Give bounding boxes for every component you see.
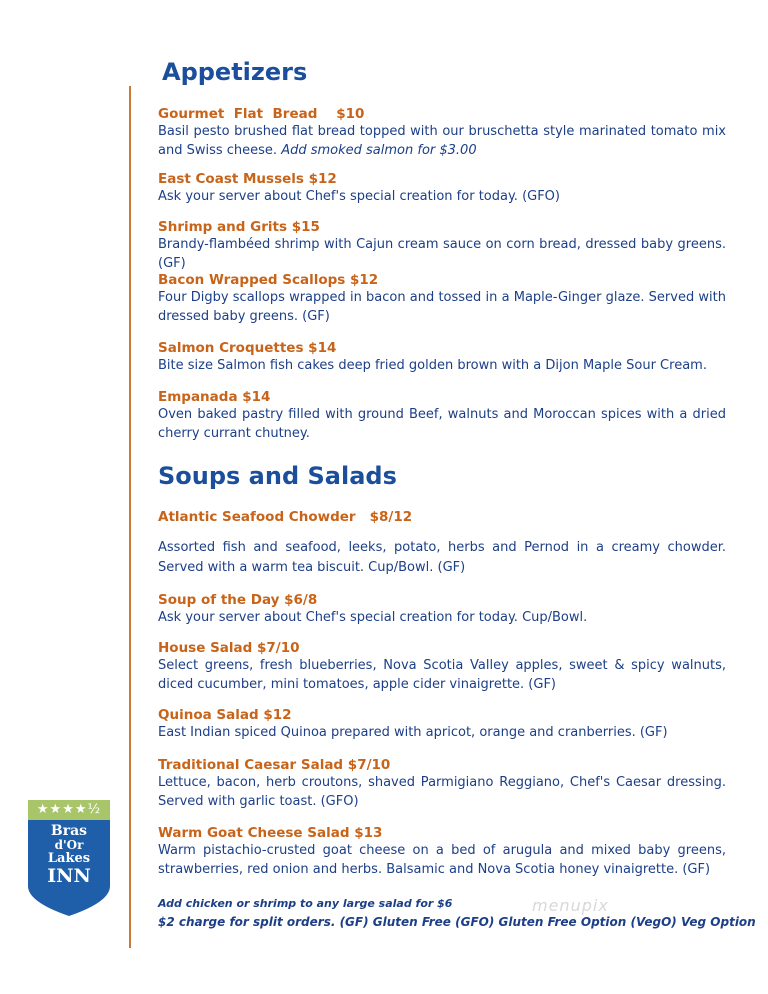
menu-item xyxy=(158,388,726,443)
menu-item xyxy=(158,170,726,207)
menu-item-title: Shrimp and Grits $15 xyxy=(158,219,320,235)
menu-item-description: Oven baked pastry filled with ground Beef, walnuts and Moroccan spices with a dried cherry currant chutney. xyxy=(158,407,726,441)
footnote-legend: $2 charge for split orders. (GF) Gluten Free (GFO) Gluten Free Option (VegO) Veg Option xyxy=(158,915,756,929)
menu-item-title: Salmon Croquettes $14 xyxy=(158,340,337,356)
menu-item-description-text: Basil pesto brushed flat bread topped with our bruschetta style marinated tomato mix and Swiss cheese. xyxy=(158,124,726,158)
menu-item-description: Bite size Salmon fish cakes deep fried golden brown with a Dijon Maple Sour Cream. xyxy=(158,358,707,373)
menu-item xyxy=(158,824,726,879)
menu-item-title: Empanada $14 xyxy=(158,389,271,405)
menu-item-title: Warm Goat Cheese Salad $13 xyxy=(158,825,383,841)
menu-item-description: Brandy-flambéed shrimp with Cajun cream sauce on corn bread, dressed baby greens. (GF) xyxy=(158,237,726,271)
menu-item-description: Lettuce, bacon, herb croutons, shaved Parmigiano Reggiano, Chef's Caesar dressing. Served with garlic toast. (GFO) xyxy=(158,775,726,809)
section-title-appetizers: Appetizers xyxy=(162,58,308,86)
menu-item-title: Atlantic Seafood Chowder $8/12 xyxy=(158,509,413,525)
menu-item-title: East Coast Mussels $12 xyxy=(158,171,337,187)
watermark: menupix xyxy=(532,896,609,915)
menu-item-description: Four Digby scallops wrapped in bacon and tossed in a Maple-Ginger glaze. Served with dressed baby greens. (GF) xyxy=(158,290,726,324)
menu-item-description: Assorted fish and seafood, leeks, potato, herbs and Pernod in a creamy chowder. Served with a warm tea biscuit. Cup/Bowl. (GF) xyxy=(158,540,726,575)
menu-item-description: Ask your server about Chef's special creation for today. (GFO) xyxy=(158,189,560,204)
menu-item-description xyxy=(158,123,726,160)
menu-item-note: Add smoked salmon for $3.00 xyxy=(281,142,477,158)
menu-item xyxy=(158,218,726,273)
section-title-soups-and-salads: Soups and Salads xyxy=(158,462,397,490)
menu-item xyxy=(158,639,726,694)
menu-item-title: Quinoa Salad $12 xyxy=(158,707,292,723)
logo-line: Bras xyxy=(50,823,88,839)
menu-item xyxy=(158,508,726,578)
menu-item xyxy=(158,591,726,628)
logo-line: d'Or xyxy=(54,838,84,852)
menu-item xyxy=(158,706,726,743)
menu-item xyxy=(158,105,726,160)
star-rating: ★★★★½ xyxy=(28,800,110,820)
vertical-divider xyxy=(129,86,131,948)
logo-line: Lakes xyxy=(47,851,91,866)
logo-line: INN xyxy=(47,865,91,887)
menu-item-description: Ask your server about Chef's special creation for today. Cup/Bowl. xyxy=(158,610,588,625)
menu-item-title: Traditional Caesar Salad $7/10 xyxy=(158,757,391,773)
menu-item-description: East Indian spiced Quinoa prepared with apricot, orange and cranberries. (GF) xyxy=(158,725,668,740)
menu-item xyxy=(158,271,726,326)
footnote-add-protein: Add chicken or shrimp to any large salad for $6 xyxy=(158,897,453,910)
menu-item-description: Select greens, fresh blueberries, Nova Scotia Valley apples, sweet & spicy walnuts, diced cucumber, mini tomatoes, apple cider vinaigrette. (GF) xyxy=(158,658,726,692)
menu-item-title: House Salad $7/10 xyxy=(158,640,300,656)
menu-item-title: Soup of the Day $6/8 xyxy=(158,592,318,608)
menu-item xyxy=(158,756,726,811)
logo-wordmark xyxy=(28,824,110,886)
bras-dor-lakes-inn-logo xyxy=(28,800,110,916)
menu-item-description: Warm pistachio-crusted goat cheese on a bed of arugula and mixed baby greens, strawberries, red onion and herbs. Balsamic and Nova Scotia honey vinaigrette. (GF) xyxy=(158,843,726,877)
menu-item xyxy=(158,339,726,376)
menu-item-title: Gourmet Flat Bread $10 xyxy=(158,106,365,122)
menu-item-title: Bacon Wrapped Scallops $12 xyxy=(158,272,379,288)
